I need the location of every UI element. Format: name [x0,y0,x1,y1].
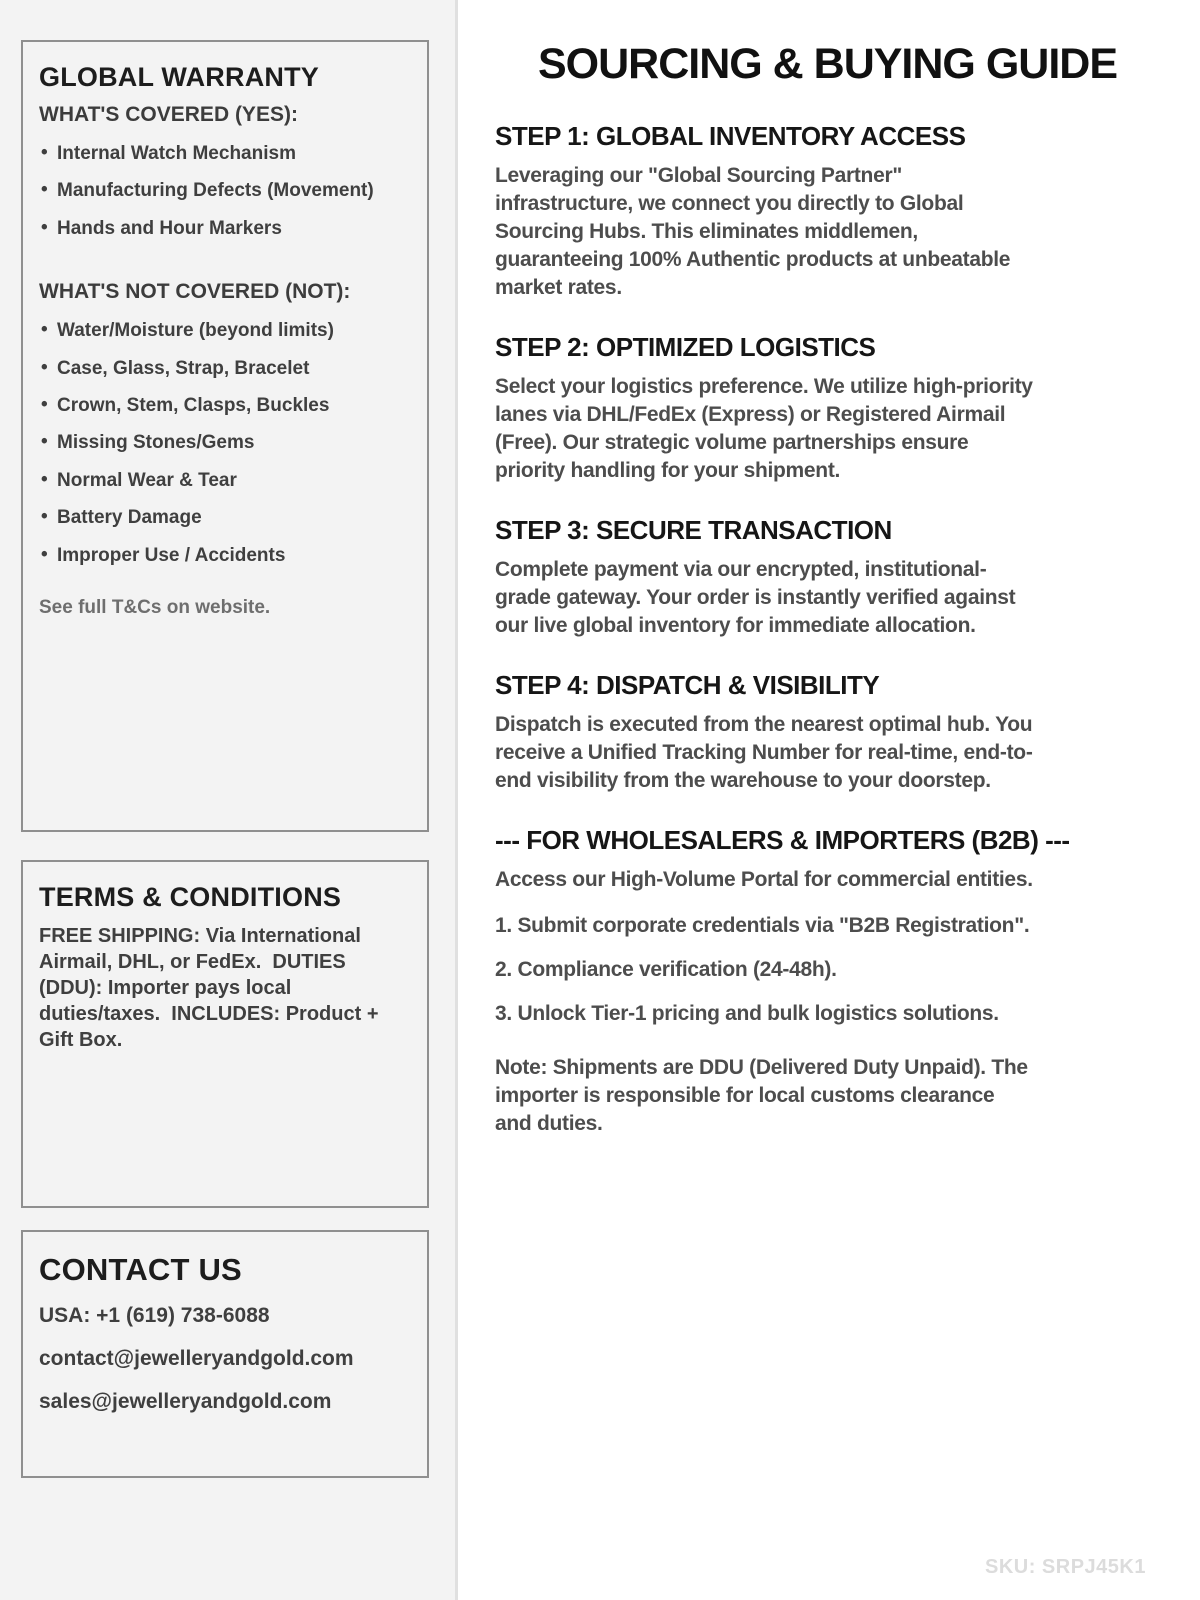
contact-title: CONTACT US [39,1252,242,1287]
warranty-covered-item: • Internal Watch Mechanism [39,143,411,165]
warranty-covered-heading: WHAT'S COVERED (YES): [39,103,298,126]
step-section [495,121,1160,302]
step-heading: STEP 2: OPTIMIZED LOGISTICS [495,332,876,362]
b2b-note: Note: Shipments are DDU (Delivered Duty Unpaid). The importer is responsible for local customs clearance and duties. [495,1056,1028,1135]
step-section [495,670,1160,795]
contact-email-sales: sales@jewelleryandgold.com [39,1390,332,1413]
step-body: Dispatch is executed from the nearest optimal hub. You receive a Unified Tracking Number for real-time, end-to-end visibility from the warehouse to your doorstep. [495,713,1033,792]
step-heading: STEP 4: DISPATCH & VISIBILITY [495,670,880,700]
step-body: Select your logistics preference. We utilize high-priority lanes via DHL/FedEx (Express) or Registered Airmail (Free). Our strategic volume partnerships ensure priority handling for your shipment. [495,375,1033,482]
warranty-not-covered-item: • Water/Moisture (beyond limits) [39,320,411,342]
terms-title: TERMS & CONDITIONS [39,882,342,912]
step-section [495,515,1160,640]
guide-main [458,0,1200,1600]
sidebar [0,0,458,1600]
warranty-not-covered-item: • Case, Glass, Strap, Bracelet [39,358,411,380]
steps-list [495,121,1160,795]
warranty-covered-list [39,143,411,240]
warranty-not-covered-heading: WHAT'S NOT COVERED (NOT): [39,280,351,304]
contact-phone: USA: +1 (619) 738-6088 [39,1304,270,1327]
warranty-not-covered-item: • Improper Use / Accidents [39,545,411,567]
b2b-section [495,825,1160,1138]
step-body: Leveraging our "Global Sourcing Partner" infrastructure, we connect you directly to Global Sourcing Hubs. This eliminates middlemen, guaranteeing 100% Authentic products at unbeatable market rates. [495,164,1011,299]
warranty-footnote: See full T&Cs on website. [39,597,271,619]
step-body: Complete payment via our encrypted, institutional-grade gateway. Your order is instantly verified against our live global inventory for immediate allocation. [495,558,1016,637]
sku-label: SKU: SRPJ45K1 [984,1556,1146,1578]
warranty-card [21,40,429,832]
step-heading: STEP 1: GLOBAL INVENTORY ACCESS [495,121,966,151]
b2b-heading: --- FOR WHOLESALERS & IMPORTERS (B2B) --- [495,825,1070,855]
warranty-not-covered-item: • Crown, Stem, Clasps, Buckles [39,395,411,417]
b2b-step-item: 3. Unlock Tier-1 pricing and bulk logistics solutions. [495,1002,999,1025]
page-title: SOURCING & BUYING GUIDE [537,40,1118,88]
contact-card [21,1230,429,1478]
warranty-covered-item: • Hands and Hour Markers [39,218,411,240]
warranty-covered-item: • Manufacturing Defects (Movement) [39,180,411,202]
step-section [495,332,1160,485]
warranty-title: GLOBAL WARRANTY [39,62,319,92]
warranty-not-covered-item: • Battery Damage [39,507,411,529]
warranty-not-covered-list [39,320,411,567]
terms-body: FREE SHIPPING: Via International Airmail, DHL, or FedEx. DUTIES (DDU): Importer pays local duties/taxes. INCLUDES: Product + Gift Box. [39,925,385,1051]
b2b-step-item: 2. Compliance verification (24-48h). [495,958,837,981]
b2b-step-item: 1. Submit corporate credentials via "B2B Registration". [495,914,1030,937]
terms-card [21,860,429,1208]
b2b-intro: Access our High-Volume Portal for commercial entities. [495,868,1033,891]
step-heading: STEP 3: SECURE TRANSACTION [495,515,892,545]
warranty-not-covered-item: • Missing Stones/Gems [39,432,411,454]
b2b-steps-list [495,912,1160,1028]
warranty-not-covered-item: • Normal Wear & Tear [39,470,411,492]
contact-email-primary: contact@jewelleryandgold.com [39,1347,354,1370]
